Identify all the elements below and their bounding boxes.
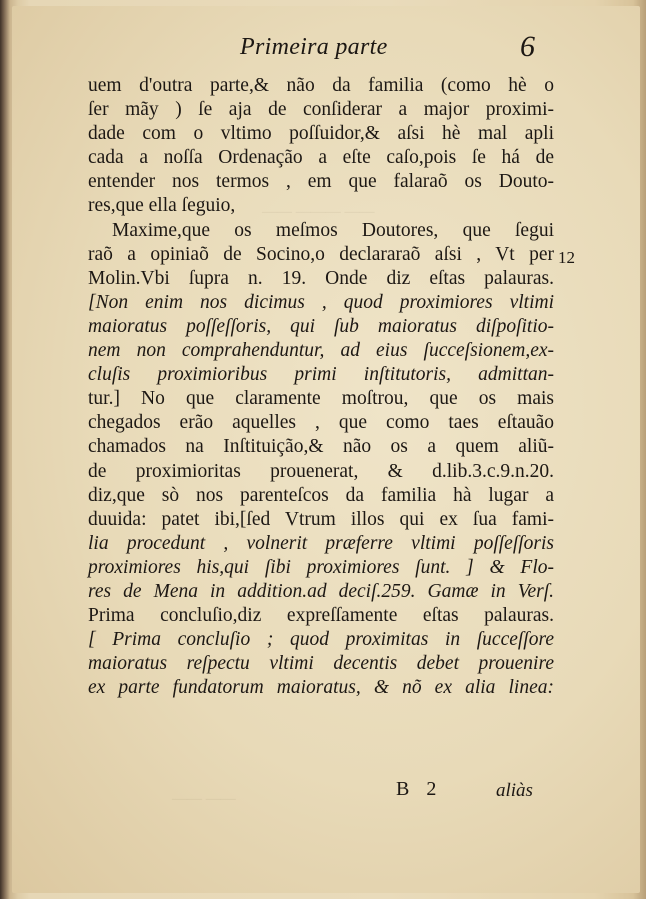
text-line: chegados erão aquelles , que como taes eſtauão	[88, 412, 554, 434]
signature-mark: B 2	[396, 778, 443, 800]
text-line: lia procedunt , volnerit præferre vltimi poſſeſſoris	[88, 532, 554, 554]
text-line: maioratus poſſeſſoris, qui ſub maioratus diſpoſitio-	[88, 315, 554, 337]
text-line: ex parte fundatorum maioratus, & nõ ex alia linea:	[88, 677, 554, 699]
text-line: entender nos termos , em que falaraõ os Douto-	[88, 171, 554, 193]
text-line: cluſis proximioribus primi inſtitutoris, admittan-	[88, 364, 554, 386]
text-line: [ Prima concluſio ; quod proximitas in ſucceſſore	[88, 629, 554, 651]
page	[12, 6, 640, 893]
text-line: res,que ella ſeguio,	[88, 195, 236, 217]
text-line: de proximioritas prouenerat, & d.lib.3.c.9.n.20.	[88, 460, 554, 482]
page-number: 6	[520, 30, 535, 63]
text-line: maioratus reſpectu vltimi decentis debet prouenire	[88, 653, 554, 675]
running-head: Primeira parte	[240, 34, 388, 60]
text-line: res de Mena in addition.ad deciſ.259. Gamæ in Verſ.	[88, 580, 554, 602]
text-line: Maxime,que os meſmos Doutores, que ſegui	[112, 219, 554, 241]
text-line: raõ a opiniaõ de Socino,o declararaõ aſsi , Vt per	[88, 243, 554, 265]
show-through-text: —— ——	[172, 791, 236, 807]
text-line: Prima concluſio,diz expreſſamente eſtas palauras.	[88, 605, 554, 627]
catchword: aliàs	[496, 780, 533, 801]
text-line: Molin.Vbi ſupra n. 19. Onde diz eſtas palauras.	[88, 267, 554, 289]
text-line: [Non enim nos dicimus , quod proximiores vltimi	[88, 291, 554, 313]
text-line: duuida: patet ibi,[ſed Vtrum illos qui ex ſua fami-	[88, 508, 554, 530]
text-line: nem non comprahenduntur, ad eius ſucceſsionem,ex-	[88, 340, 554, 362]
text-line: uem d'outra parte,& não da familia (como hè o	[88, 75, 554, 96]
page-header	[12, 32, 640, 72]
margin-note: 12	[558, 248, 575, 267]
text-line: proximiores his,qui ſibi proximiores ſunt. ] & Flo-	[88, 556, 554, 578]
text-line: tur.] No que claramente moſtrou, que os mais	[88, 388, 554, 410]
text-line: ſer mãy ) ſe aja de conſiderar a major proximi-	[88, 99, 554, 121]
text-line: cada a noſſa Ordenação a eſte caſo,pois ſe há de	[88, 147, 554, 169]
show-through-text: —— ——— ——	[262, 204, 375, 220]
text-line: chamados na Inſtituição,& não os a quem aliũ-	[88, 436, 554, 458]
text-line: dade com o vltimo poſſuidor,& aſsi hè mal apli	[88, 123, 554, 145]
text-line: diz,que sò nos parenteſcos da familia hà lugar a	[88, 484, 554, 506]
body-text	[88, 74, 554, 700]
